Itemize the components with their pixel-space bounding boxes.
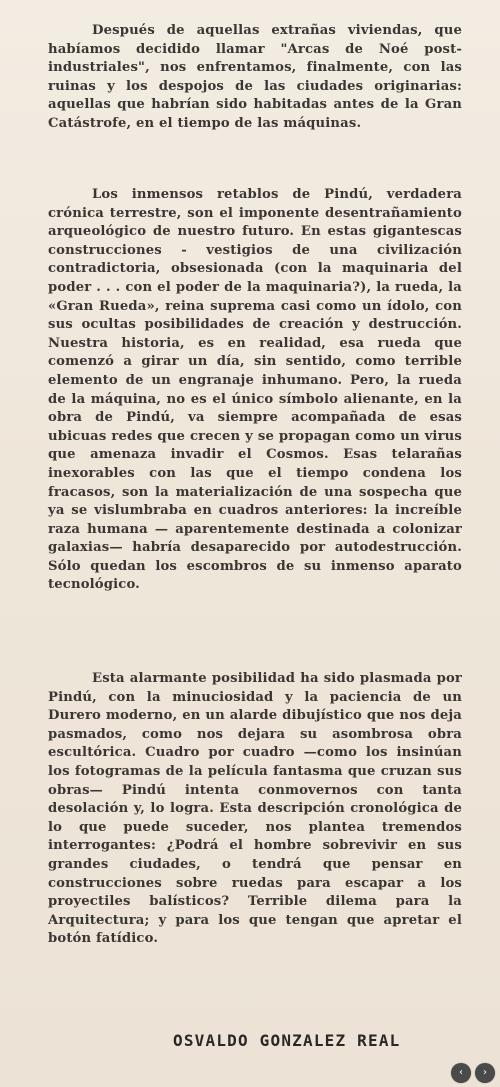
chevron-left-icon: ‹ <box>459 1067 463 1078</box>
author-signature: OSVALDO GONZALEZ REAL <box>173 1031 401 1050</box>
previous-page-button[interactable] <box>451 1063 471 1083</box>
paragraph-1: Después de aquellas extrañas viviendas, que habíamos decidido llamar "Arcas de Noé post-industriales", nos enfrentamos, finalmente, con las ruinas y los despojos de las ciudades originarias: aquellas que habrían sido habitadas antes de la Gran Catástrofe, en el tiempo de las máquinas. <box>48 23 462 131</box>
chevron-right-icon: › <box>483 1067 487 1078</box>
paragraph-2: Los inmensos retablos de Pindú, verdadera crónica terrestre, son el imponente desentrañamiento arqueológico de nuestro futuro. En estas gigantescas construcciones - vestigios de una civilización contradictoria, obsesionada (con la maquinaria del poder . . . con el poder de la maquinaria?), la rueda, la «Gran Rueda», reina suprema casi como un ídolo, con sus ocultas posibilidades de creación y destrucción. Nuestra historia, es en realidad, esa rueda que comenzó a girar un día, sin sentido, como terrible elemento de un engranaje inhumano. Pero, la rueda de la máquina, no es el único símbolo alienante, en la obra de Pindú, va siempre acompañada de esas ubicuas redes que crecen y se propagan como un virus que amenaza invadir el Cosmos. Esas telarañas inexorables con las que el tiempo condena los fracasos, son la materialización de una sospecha que ya se vislumbraba en cuadros anteriores: la increíble raza humana — aparentemente destinada a colonizar galaxias— habría desaparecido por autodestrucción. Sólo quedan los escombros de su inmenso aparato tecnológico. <box>48 187 462 593</box>
next-page-button[interactable] <box>475 1063 495 1083</box>
paragraph-3: Esta alarmante posibilidad ha sido plasmada por Pindú, con la minuciosidad y la paciencia de un Durero moderno, en un alarde dibujístico que nos deja pasmados, como nos dejara su asombrosa obra escultórica. Cuadro por cuadro —como los insinúan los fotogramas de la película fantasma que cruzan sus obras— Pindú intenta conmovernos con tanta desolación y, lo logra. Esta descripción cronológica de lo que puede suceder, nos plantea tremendos interrogantes: ¿Podrá el hombre sobrevivir en sus grandes ciudades, o tendrá que pensar en construcciones sobre ruedas para escapar a los proyectiles balísticos? Terrible dilema para la Arquitectura; y para los que tengan que apretar el botón fatídico. <box>48 671 462 947</box>
